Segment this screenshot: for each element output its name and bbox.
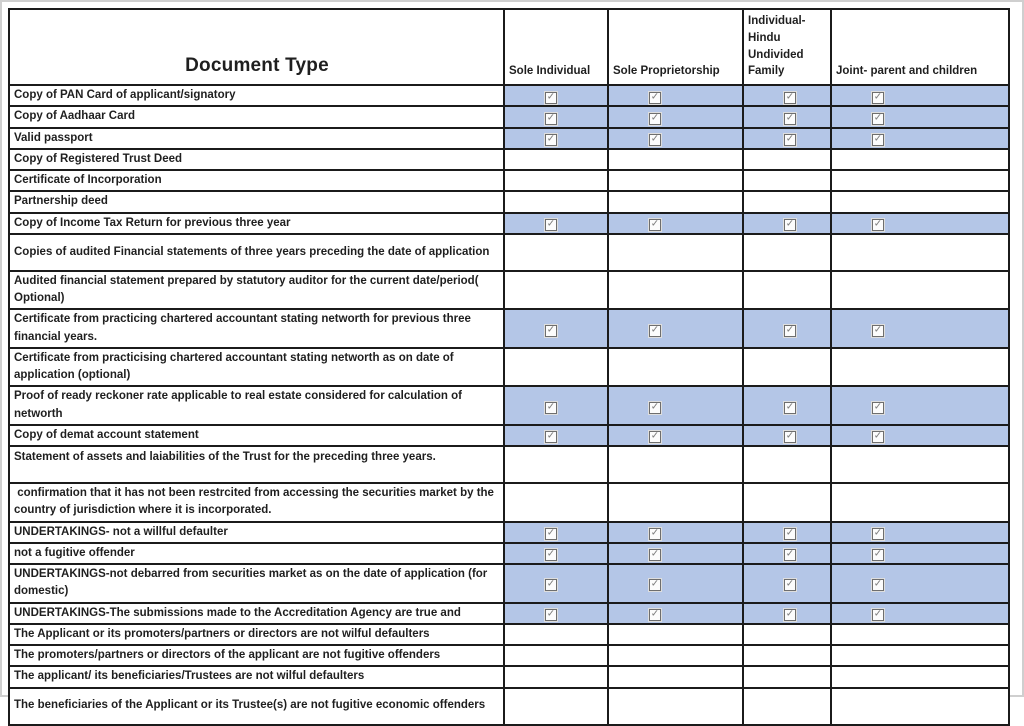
- document-type-cell: Copy of demat account statement: [9, 425, 504, 446]
- checkbox-cell: [743, 213, 831, 234]
- table-row: [9, 234, 1009, 271]
- checkbox-cell: [504, 348, 608, 387]
- check-mark: ✓: [873, 218, 883, 230]
- document-type-cell: not a fugitive offender: [9, 543, 504, 564]
- document-type-cell: UNDERTAKINGS-not debarred from securities market as on the date of application (for domestic): [9, 564, 504, 603]
- checkbox-cell: [608, 348, 743, 387]
- checkbox-cell: [608, 522, 743, 543]
- checkbox-cell: [504, 603, 608, 624]
- check-mark: ✓: [873, 548, 883, 560]
- check-mark: ✓: [546, 218, 556, 230]
- table-row: [9, 564, 1009, 603]
- check-mark: ✓: [873, 527, 883, 539]
- check-mark: ✓: [650, 91, 660, 103]
- checked-checkbox-icon[interactable]: [649, 402, 661, 414]
- checked-checkbox-icon[interactable]: [872, 402, 884, 414]
- checked-checkbox-icon[interactable]: [545, 528, 557, 540]
- checked-checkbox-icon[interactable]: [545, 609, 557, 621]
- checkbox-cell: [504, 522, 608, 543]
- checkbox-cell: [504, 106, 608, 127]
- checkbox-cell: [831, 191, 1009, 212]
- checkbox-cell: [831, 85, 1009, 106]
- checkbox-cell: [608, 213, 743, 234]
- checked-checkbox-icon[interactable]: [872, 134, 884, 146]
- checkbox-cell: [743, 234, 831, 271]
- checked-checkbox-icon[interactable]: [649, 549, 661, 561]
- checkbox-cell: [608, 543, 743, 564]
- checkbox-cell: [608, 234, 743, 271]
- document-checklist-table: [8, 8, 1010, 726]
- checkbox-cell: [743, 128, 831, 149]
- checked-checkbox-icon[interactable]: [872, 528, 884, 540]
- table-row: [9, 425, 1009, 446]
- checkbox-cell: [743, 85, 831, 106]
- table-row: [9, 348, 1009, 387]
- checkbox-cell: [831, 624, 1009, 645]
- checkbox-cell: [504, 309, 608, 348]
- document-type-cell: Statement of assets and laiabilities of the Trust for the preceding three years.: [9, 446, 504, 483]
- check-mark: ✓: [650, 527, 660, 539]
- document-type-cell: Certificate from practicing chartered accountant stating networth for previous three financial years.: [9, 309, 504, 348]
- document-type-cell: The Applicant or its promoters/partners or directors are not wilful defaulters: [9, 624, 504, 645]
- table-row: [9, 128, 1009, 149]
- check-mark: ✓: [785, 133, 795, 145]
- checkbox-cell: [504, 624, 608, 645]
- checkbox-cell: [831, 483, 1009, 522]
- checkbox-cell: [608, 666, 743, 687]
- checkbox-cell: [504, 234, 608, 271]
- checked-checkbox-icon[interactable]: [649, 579, 661, 591]
- table-row: [9, 543, 1009, 564]
- checkbox-cell: [608, 309, 743, 348]
- check-mark: ✓: [650, 112, 660, 124]
- checkbox-cell: [831, 213, 1009, 234]
- checked-checkbox-icon[interactable]: [545, 325, 557, 337]
- check-mark: ✓: [785, 430, 795, 442]
- checkbox-cell: [608, 624, 743, 645]
- checked-checkbox-icon[interactable]: [649, 113, 661, 125]
- checkbox-cell: [608, 149, 743, 170]
- checkbox-cell: [831, 645, 1009, 666]
- checked-checkbox-icon[interactable]: [649, 431, 661, 443]
- column-header-joint-parent-children: Joint- parent and children: [831, 9, 1009, 85]
- table-row: [9, 106, 1009, 127]
- check-mark: ✓: [546, 578, 556, 590]
- checkbox-cell: [504, 543, 608, 564]
- check-mark: ✓: [785, 112, 795, 124]
- check-mark: ✓: [546, 608, 556, 620]
- checkbox-cell: [831, 386, 1009, 425]
- document-type-cell: Proof of ready reckoner rate applicable to real estate considered for calculation of networth: [9, 386, 504, 425]
- checkbox-cell: [608, 85, 743, 106]
- checkbox-cell: [608, 645, 743, 666]
- checked-checkbox-icon[interactable]: [784, 431, 796, 443]
- check-mark: ✓: [650, 133, 660, 145]
- checkbox-cell: [504, 213, 608, 234]
- checkbox-cell: [831, 446, 1009, 483]
- checked-checkbox-icon[interactable]: [784, 113, 796, 125]
- checkbox-cell: [608, 386, 743, 425]
- checked-checkbox-icon[interactable]: [545, 219, 557, 231]
- document-type-cell: Copy of Aadhaar Card: [9, 106, 504, 127]
- checkbox-cell: [504, 271, 608, 310]
- checked-checkbox-icon[interactable]: [649, 528, 661, 540]
- checkbox-cell: [608, 688, 743, 725]
- checkbox-cell: [504, 85, 608, 106]
- check-mark: ✓: [650, 430, 660, 442]
- checkbox-cell: [608, 128, 743, 149]
- checkbox-cell: [608, 603, 743, 624]
- table-row: [9, 688, 1009, 725]
- checkbox-cell: [743, 106, 831, 127]
- table-row: [9, 603, 1009, 624]
- check-mark: ✓: [546, 112, 556, 124]
- check-mark: ✓: [785, 578, 795, 590]
- table-row: [9, 85, 1009, 106]
- check-mark: ✓: [650, 548, 660, 560]
- checkbox-cell: [504, 128, 608, 149]
- document-type-cell: Audited financial statement prepared by statutory auditor for the current date/period( Optional): [9, 271, 504, 310]
- table-row: [9, 170, 1009, 191]
- checked-checkbox-icon[interactable]: [784, 92, 796, 104]
- checkbox-cell: [608, 483, 743, 522]
- checkbox-cell: [831, 128, 1009, 149]
- checkbox-cell: [608, 170, 743, 191]
- checkbox-cell: [743, 483, 831, 522]
- check-mark: ✓: [650, 324, 660, 335]
- checked-checkbox-icon[interactable]: [872, 609, 884, 621]
- document-type-cell: UNDERTAKINGS-The submissions made to the Accreditation Agency are true and: [9, 603, 504, 624]
- check-mark: ✓: [650, 401, 660, 412]
- checkbox-cell: [743, 446, 831, 483]
- checked-checkbox-icon[interactable]: [872, 92, 884, 104]
- checkbox-cell: [743, 425, 831, 446]
- checked-checkbox-icon[interactable]: [872, 113, 884, 125]
- checkbox-cell: [504, 446, 608, 483]
- checked-checkbox-icon[interactable]: [545, 113, 557, 125]
- check-mark: ✓: [873, 401, 883, 412]
- checkbox-cell: [831, 564, 1009, 603]
- checked-checkbox-icon[interactable]: [784, 134, 796, 146]
- checked-checkbox-icon[interactable]: [784, 609, 796, 621]
- checked-checkbox-icon[interactable]: [649, 609, 661, 621]
- checkbox-cell: [504, 149, 608, 170]
- checked-checkbox-icon[interactable]: [649, 92, 661, 104]
- checkbox-cell: [831, 603, 1009, 624]
- checkbox-cell: [743, 170, 831, 191]
- check-mark: ✓: [546, 324, 556, 335]
- check-mark: ✓: [873, 578, 883, 590]
- document-type-cell: UNDERTAKINGS- not a willful defaulter: [9, 522, 504, 543]
- checkbox-cell: [608, 425, 743, 446]
- checked-checkbox-icon[interactable]: [649, 325, 661, 337]
- checkbox-cell: [831, 309, 1009, 348]
- checked-checkbox-icon[interactable]: [545, 549, 557, 561]
- checkbox-cell: [743, 271, 831, 310]
- check-mark: ✓: [785, 324, 795, 335]
- checkbox-cell: [608, 564, 743, 603]
- checked-checkbox-icon[interactable]: [784, 402, 796, 414]
- checked-checkbox-icon[interactable]: [545, 431, 557, 443]
- checkbox-cell: [831, 234, 1009, 271]
- checked-checkbox-icon[interactable]: [784, 579, 796, 591]
- checked-checkbox-icon[interactable]: [649, 134, 661, 146]
- column-header-individual-huf: Individual-Hindu Undivided Family: [743, 9, 831, 85]
- document-type-cell: The promoters/partners or directors of the applicant are not fugitive offenders: [9, 645, 504, 666]
- checked-checkbox-icon[interactable]: [545, 134, 557, 146]
- checkbox-cell: [831, 170, 1009, 191]
- checkbox-cell: [831, 348, 1009, 387]
- checkbox-cell: [504, 483, 608, 522]
- document-type-cell: Copy of Registered Trust Deed: [9, 149, 504, 170]
- document-type-cell: Certificate of Incorporation: [9, 170, 504, 191]
- checked-checkbox-icon[interactable]: [784, 219, 796, 231]
- table-row: [9, 522, 1009, 543]
- table-row: [9, 149, 1009, 170]
- checkbox-cell: [608, 106, 743, 127]
- table-row: [9, 213, 1009, 234]
- checked-checkbox-icon[interactable]: [545, 92, 557, 104]
- check-mark: ✓: [546, 401, 556, 412]
- checked-checkbox-icon[interactable]: [872, 325, 884, 337]
- checked-checkbox-icon[interactable]: [872, 219, 884, 231]
- check-mark: ✓: [873, 608, 883, 620]
- table-row: [9, 624, 1009, 645]
- check-mark: ✓: [873, 91, 883, 103]
- checkbox-cell: [743, 309, 831, 348]
- checkbox-cell: [831, 666, 1009, 687]
- check-mark: ✓: [873, 430, 883, 442]
- check-mark: ✓: [785, 527, 795, 539]
- checkbox-cell: [743, 603, 831, 624]
- table-row: [9, 309, 1009, 348]
- checkbox-cell: [831, 271, 1009, 310]
- check-mark: ✓: [873, 133, 883, 145]
- checkbox-cell: [504, 386, 608, 425]
- checked-checkbox-icon[interactable]: [784, 549, 796, 561]
- checked-checkbox-icon[interactable]: [784, 528, 796, 540]
- checkbox-cell: [504, 564, 608, 603]
- checkbox-cell: [831, 522, 1009, 543]
- document-type-cell: Partnership deed: [9, 191, 504, 212]
- checked-checkbox-icon[interactable]: [545, 402, 557, 414]
- document-type-cell: Valid passport: [9, 128, 504, 149]
- checkbox-cell: [504, 425, 608, 446]
- table-row: [9, 645, 1009, 666]
- checked-checkbox-icon[interactable]: [649, 219, 661, 231]
- checked-checkbox-icon[interactable]: [872, 549, 884, 561]
- check-mark: ✓: [546, 430, 556, 442]
- checked-checkbox-icon[interactable]: [784, 325, 796, 337]
- check-mark: ✓: [546, 527, 556, 539]
- checkbox-cell: [504, 170, 608, 191]
- checked-checkbox-icon[interactable]: [872, 431, 884, 443]
- check-mark: ✓: [873, 324, 883, 335]
- table-row: [9, 446, 1009, 483]
- checkbox-cell: [743, 624, 831, 645]
- check-mark: ✓: [546, 91, 556, 103]
- checkbox-cell: [743, 564, 831, 603]
- checkbox-cell: [743, 348, 831, 387]
- checkbox-cell: [831, 106, 1009, 127]
- header-row: [9, 9, 1009, 85]
- checkbox-cell: [743, 522, 831, 543]
- checkbox-cell: [743, 149, 831, 170]
- checkbox-cell: [504, 191, 608, 212]
- checkbox-cell: [743, 688, 831, 725]
- table-row: [9, 666, 1009, 687]
- document-type-cell: Copies of audited Financial statements of three years preceding the date of application: [9, 234, 504, 271]
- checked-checkbox-icon[interactable]: [545, 579, 557, 591]
- checkbox-cell: [504, 666, 608, 687]
- check-mark: ✓: [650, 608, 660, 620]
- document-table-body: [9, 85, 1009, 725]
- check-mark: ✓: [785, 91, 795, 103]
- table-row: [9, 386, 1009, 425]
- check-mark: ✓: [650, 578, 660, 590]
- checkbox-cell: [608, 446, 743, 483]
- checkbox-cell: [831, 543, 1009, 564]
- checkbox-cell: [743, 645, 831, 666]
- document-type-cell: The applicant/ its beneficiaries/Trustees are not wilful defaulters: [9, 666, 504, 687]
- check-mark: ✓: [873, 112, 883, 124]
- table-row: [9, 271, 1009, 310]
- checkbox-cell: [504, 688, 608, 725]
- check-mark: ✓: [785, 401, 795, 412]
- check-mark: ✓: [546, 548, 556, 560]
- document-type-cell: The beneficiaries of the Applicant or its Trustee(s) are not fugitive economic offenders: [9, 688, 504, 725]
- check-mark: ✓: [785, 608, 795, 620]
- checkbox-cell: [831, 688, 1009, 725]
- check-mark: ✓: [546, 133, 556, 145]
- document-type-cell: Copy of PAN Card of applicant/signatory: [9, 85, 504, 106]
- checkbox-cell: [831, 149, 1009, 170]
- checkbox-cell: [608, 191, 743, 212]
- column-header-sole-individual: Sole Individual: [504, 9, 608, 85]
- document-type-cell: confirmation that it has not been restrcited from accessing the securities market by the country of jurisdiction where it is incorporated.: [9, 483, 504, 522]
- checkbox-cell: [743, 191, 831, 212]
- check-mark: ✓: [785, 548, 795, 560]
- check-mark: ✓: [650, 218, 660, 230]
- checkbox-cell: [743, 386, 831, 425]
- document-type-header: Document Type: [9, 9, 504, 85]
- checkbox-cell: [743, 543, 831, 564]
- table-row: [9, 483, 1009, 522]
- document-type-cell: Copy of Income Tax Return for previous three year: [9, 213, 504, 234]
- checkbox-cell: [504, 645, 608, 666]
- check-mark: ✓: [785, 218, 795, 230]
- checkbox-cell: [831, 425, 1009, 446]
- checked-checkbox-icon[interactable]: [872, 579, 884, 591]
- checkbox-cell: [743, 666, 831, 687]
- checkbox-cell: [608, 271, 743, 310]
- table-row: [9, 191, 1009, 212]
- column-header-sole-proprietorship: Sole Proprietorship: [608, 9, 743, 85]
- document-type-cell: Certificate from practicising chartered accountant stating networth as on date of application (optional): [9, 348, 504, 387]
